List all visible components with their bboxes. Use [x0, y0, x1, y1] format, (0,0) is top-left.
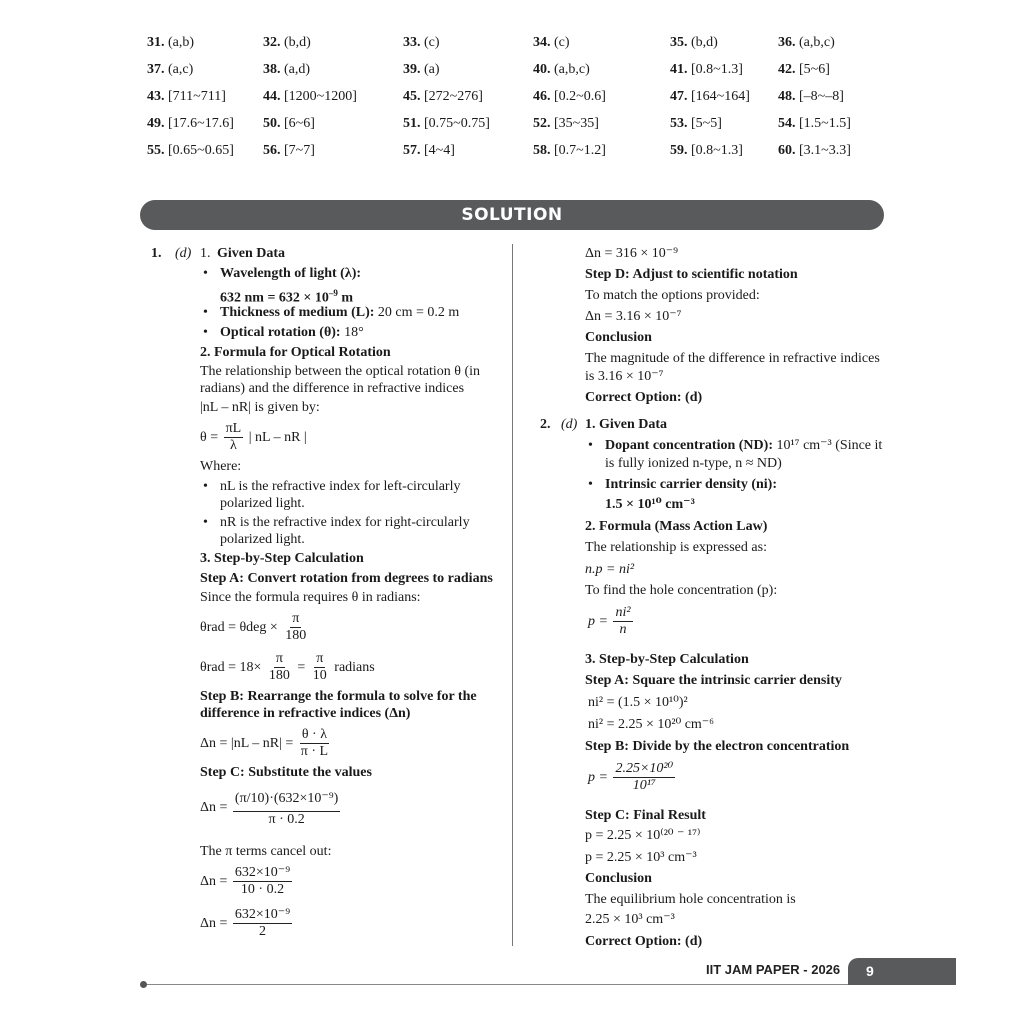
where-label: Where:	[200, 459, 242, 474]
footer-rule	[144, 984, 849, 985]
answer-number: 43.	[147, 89, 165, 104]
question-option: (d)	[561, 417, 578, 432]
answer-key-item	[147, 116, 234, 132]
answer-value: [0.8~1.3]	[691, 62, 743, 77]
answer-value: (a,b,c)	[799, 35, 835, 50]
answer-value: [1.5~1.5]	[799, 116, 851, 131]
answer-value: (a,b,c)	[554, 62, 590, 77]
answer-key-item	[778, 89, 844, 105]
result-line: p = 2.25 × 10⁽²⁰ ⁻ ¹⁷⁾	[585, 828, 701, 843]
answer-number: 57.	[403, 143, 421, 158]
answer-key-item	[263, 89, 357, 105]
answer-key-item	[533, 62, 590, 78]
equation-divide: Δn = $\frac{\text{632×10⁻⁹}}{2}$	[200, 907, 291, 940]
answer-value: (b,d)	[284, 35, 311, 50]
page-number: 9	[848, 958, 956, 985]
answer-key-item	[263, 35, 311, 51]
answer-key-item	[778, 116, 851, 132]
answer-value: [0.75~0.75]	[424, 116, 490, 131]
answer-number: 48.	[778, 89, 796, 104]
equation-rad-conversion: θrad = θdeg × $\frac{\pi}{180}$	[200, 611, 307, 644]
answer-key-item	[147, 35, 194, 51]
section-heading: Given Data	[217, 246, 286, 261]
correct-option: Correct Option: (d)	[585, 934, 703, 949]
question-number: 2.	[540, 417, 551, 432]
answer-number: 31.	[147, 35, 165, 50]
answer-value: [7~7]	[284, 143, 315, 158]
answer-value: (b,d)	[691, 35, 718, 50]
answer-key-item	[670, 143, 743, 159]
section-heading: 2. Formula (Mass Action Law)	[585, 519, 768, 534]
answer-key-item	[403, 62, 440, 78]
paragraph-line: The relationship between the optical rotation θ (in	[200, 364, 481, 379]
bullet: •	[203, 325, 208, 340]
answer-value: [0.65~0.65]	[168, 143, 234, 158]
answer-value: [0.8~1.3]	[691, 143, 743, 158]
answer-key-item	[403, 116, 490, 132]
paragraph-line: To find the hole concentration (p):	[585, 583, 778, 598]
answer-key-item	[778, 143, 851, 159]
question-number: 1.	[151, 246, 162, 261]
answer-number: 36.	[778, 35, 796, 50]
bullet: •	[588, 477, 593, 492]
paragraph-line: The magnitude of the difference in refractive indices	[585, 351, 880, 366]
given-wavelength-label: Wavelength of light (λ):	[220, 266, 362, 281]
answer-key-item	[263, 116, 315, 132]
answer-key-item	[533, 143, 606, 159]
answer-number: 50.	[263, 116, 281, 131]
given-dopant: Dopant concentration (ND): 10¹⁷ cm⁻³ (Since it	[605, 438, 883, 453]
answer-key-item	[403, 89, 483, 105]
equation-delta-n: Δn = |nL – nR| = $\frac{\theta \cdot \lambda}{\pi \cdot L}$	[200, 727, 329, 760]
answer-value: [17.6~17.6]	[168, 116, 234, 131]
section-heading: 2. Formula for Optical Rotation	[200, 345, 391, 360]
equation-hole-formula: p = $\frac{\text{ni²}}{n}$	[588, 605, 631, 638]
answer-value: (a,c)	[168, 62, 194, 77]
answer-number: 52.	[533, 116, 551, 131]
given-wavelength-value: 632 nm = $632 \times 10^{-9}$ m	[220, 288, 354, 306]
answer-value: (a)	[424, 62, 440, 77]
answer-key-item	[263, 143, 315, 159]
answer-number: 40.	[533, 62, 551, 77]
bullet: •	[203, 479, 208, 494]
correct-option: Correct Option: (d)	[585, 390, 703, 405]
answer-key-item	[147, 143, 234, 159]
definition-line: polarized light.	[220, 532, 305, 547]
column-divider	[512, 244, 513, 946]
equation-line: ni² = 2.25 × 10²⁰ cm⁻⁶	[588, 717, 715, 732]
footer-dot	[140, 981, 147, 988]
answer-number: 32.	[263, 35, 281, 50]
paragraph-line: |nL – nR| is given by:	[200, 400, 320, 415]
result-line: p = 2.25 × 10³ cm⁻³	[585, 850, 697, 865]
step-heading: Step B: Divide by the electron concentration	[585, 739, 850, 754]
result-line: Δn = 3.16 × 10⁻⁷	[585, 309, 682, 324]
answer-key-item	[778, 62, 830, 78]
answer-number: 60.	[778, 143, 796, 158]
equation-divide: p = $\frac{\text{2.25×10²⁰}}{\text{10¹⁷}}$	[588, 761, 674, 794]
paragraph-line: is 3.16 × 10⁻⁷	[585, 369, 664, 384]
answer-value: (a,b)	[168, 35, 195, 50]
answer-key-item	[533, 116, 599, 132]
answer-key-item	[263, 62, 310, 78]
answer-number: 58.	[533, 143, 551, 158]
equation-line: ni² = (1.5 × 10¹⁰)²	[588, 695, 688, 710]
paragraph-line: The equilibrium hole concentration is	[585, 892, 796, 907]
equation-mass-action: n.p = ni²	[585, 562, 635, 577]
answer-key-item	[533, 35, 570, 51]
bullet: •	[203, 266, 208, 281]
conclusion-heading: Conclusion	[585, 330, 652, 345]
answer-key-item	[670, 89, 750, 105]
answer-value: [1200~1200]	[284, 89, 357, 104]
answer-value: [35~35]	[554, 116, 599, 131]
step-heading: Step D: Adjust to scientific notation	[585, 267, 798, 282]
answer-number: 53.	[670, 116, 688, 131]
answer-value: [164~164]	[691, 89, 750, 104]
step-number: 1.	[200, 246, 211, 261]
answer-number: 37.	[147, 62, 165, 77]
answer-value: (c)	[424, 35, 440, 50]
answer-key-item	[670, 116, 722, 132]
answer-value: [0.7~1.2]	[554, 143, 606, 158]
answer-key-item	[670, 35, 718, 51]
answer-value: [6~6]	[284, 116, 315, 131]
step-heading: Step A: Square the intrinsic carrier density	[585, 673, 842, 688]
answer-value: [5~6]	[799, 62, 830, 77]
answer-value: [3.1~3.3]	[799, 143, 851, 158]
paragraph-line: To match the options provided:	[585, 288, 760, 303]
answer-number: 41.	[670, 62, 688, 77]
answer-key-item	[147, 89, 226, 105]
answer-value: [4~4]	[424, 143, 455, 158]
given-intrinsic-value: 1.5 × 10¹⁰ cm⁻³	[605, 497, 695, 512]
answer-number: 55.	[147, 143, 165, 158]
answer-value: (a,d)	[284, 62, 311, 77]
answer-value: (c)	[554, 35, 570, 50]
given-thickness: Thickness of medium (L): 20 cm = 0.2 m	[220, 305, 460, 320]
section-heading: 3. Step-by-Step Calculation	[200, 551, 364, 566]
step-heading: Step B: Rearrange the formula to solve for the	[200, 689, 477, 704]
result-line: Δn = 316 × 10⁻⁹	[585, 246, 679, 261]
answer-number: 56.	[263, 143, 281, 158]
conclusion-heading: Conclusion	[585, 871, 652, 886]
answer-value: [5~5]	[691, 116, 722, 131]
answer-value: [–8~–8]	[799, 89, 844, 104]
answer-number: 35.	[670, 35, 688, 50]
paragraph-line: radians) and the difference in refractive indices	[200, 381, 465, 396]
given-rotation: Optical rotation (θ): 18°	[220, 325, 364, 340]
bullet: •	[588, 438, 593, 453]
answer-number: 38.	[263, 62, 281, 77]
answer-number: 54.	[778, 116, 796, 131]
definition-line: nL is the refractive index for left-circularly	[220, 479, 461, 494]
answer-number: 47.	[670, 89, 688, 104]
section-heading: 3. Step-by-Step Calculation	[585, 652, 749, 667]
answer-number: 33.	[403, 35, 421, 50]
answer-value: [272~276]	[424, 89, 483, 104]
paragraph-line: Since the formula requires θ in radians:	[200, 590, 421, 605]
answer-number: 46.	[533, 89, 551, 104]
answer-number: 34.	[533, 35, 551, 50]
step-heading: Step C: Substitute the values	[200, 765, 372, 780]
step-heading: Step A: Convert rotation from degrees to radians	[200, 571, 493, 586]
answer-number: 42.	[778, 62, 796, 77]
answer-key-item	[403, 35, 440, 51]
bullet: •	[203, 305, 208, 320]
answer-number: 44.	[263, 89, 281, 104]
answer-key-item	[778, 35, 835, 51]
paragraph-line: 2.25 × 10³ cm⁻³	[585, 912, 675, 927]
paragraph-line: The relationship is expressed as:	[585, 540, 767, 555]
definition-line: polarized light.	[220, 496, 305, 511]
answer-number: 59.	[670, 143, 688, 158]
answer-value: [711~711]	[168, 89, 226, 104]
given-dopant-cont: is fully ionized n-type, n ≈ ND)	[605, 456, 782, 471]
definition-line: nR is the refractive index for right-circularly	[220, 515, 470, 530]
answer-number: 45.	[403, 89, 421, 104]
section-heading: 1. Given Data	[585, 417, 668, 432]
step-heading: Step C: Final Result	[585, 808, 706, 823]
answer-key-item	[533, 89, 606, 105]
footer-exam-label: IIT JAM PAPER - 2026	[706, 962, 841, 977]
answer-key-item	[670, 62, 743, 78]
bullet: •	[203, 515, 208, 530]
step-heading: difference in refractive indices (Δn)	[200, 706, 411, 721]
given-intrinsic-label: Intrinsic carrier density (ni):	[605, 477, 777, 492]
equation-substitution: Δn = $\frac{\text{(π/10)·(632×10⁻⁹)}}{\pi \cdot 0.2}$	[200, 786, 342, 830]
equation-cancel: Δn = $\frac{\text{632×10⁻⁹}}{10 \cdot 0.2}$	[200, 865, 291, 898]
equation-optical-rotation: θ = $\frac{\pi L}{\lambda}$ | nL – nR |	[200, 421, 307, 454]
equation-rad-value: θrad = 18× $\frac{\pi}{180}$ = $\frac{\pi}{10}$ radians	[200, 651, 375, 684]
answer-number: 39.	[403, 62, 421, 77]
solution-banner: SOLUTION	[140, 200, 884, 230]
question-option: (d)	[175, 246, 192, 261]
answer-number: 49.	[147, 116, 165, 131]
answer-key-item	[147, 62, 193, 78]
answer-key-item	[403, 143, 455, 159]
paragraph-line: The π terms cancel out:	[200, 844, 332, 859]
answer-number: 51.	[403, 116, 421, 131]
answer-value: [0.2~0.6]	[554, 89, 606, 104]
